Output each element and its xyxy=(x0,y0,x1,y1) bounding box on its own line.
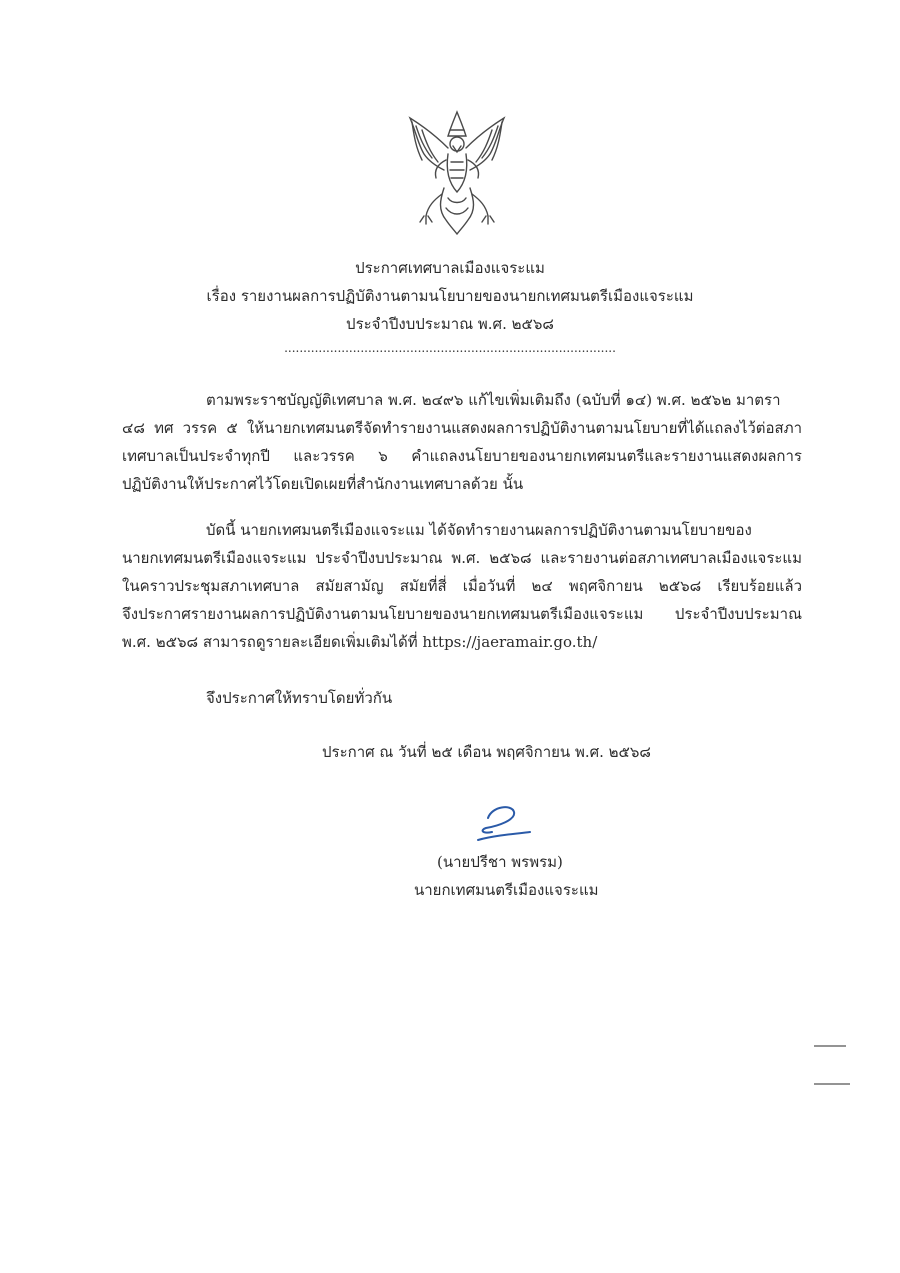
paragraph-1-line: ตามพระราชบัญญัติเทศบาล พ.ศ. ๒๔๙๖ แก้ไขเพิ่มเติมถึง (ฉบับที่ ๑๔) พ.ศ. ๒๕๖๒ มาตรา xyxy=(206,391,781,409)
fiscal-year-line: ประจำปีงบประมาณ พ.ศ. ๒๕๖๘ xyxy=(346,315,554,333)
paragraph-2-line: บัดนี้ นายกเทศมนตรีเมืองแจระแม ได้จัดทำรายงานผลการปฏิบัติงานตามนโยบายของ xyxy=(206,521,752,539)
separator-dots: ....................................................................................... xyxy=(284,341,616,355)
paragraph-1-line: ๔๘ ทศ วรรค ๕ ให้นายกเทศมนตรีจัดทำรายงานแสดงผลการปฏิบัติงานตามนโยบายที่ได้แถลงไว้ต่อสภา xyxy=(122,419,802,437)
paragraph-2-line: นายกเทศมนตรีเมืองแจระแม ประจำปีงบประมาณ พ.ศ. ๒๕๖๘ และรายงานต่อสภาเทศบาลเมืองแจระแม xyxy=(122,549,802,567)
signatory-name: (นายปรีชา พรพรม) xyxy=(437,853,563,871)
scan-marks-icon xyxy=(812,1040,852,1090)
announcement-issuer: ประกาศเทศบาลเมืองแจระแม xyxy=(355,259,545,277)
signature-icon xyxy=(468,800,538,848)
paragraph-2-line: ในคราวประชุมสภาเทศบาล สมัยสามัญ สมัยที่สี่ เมื่อวันที่ ๒๔ พฤศจิกายน ๒๕๖๘ เรียบร้อยแล้ว xyxy=(122,577,802,595)
garuda-emblem-icon xyxy=(398,108,516,240)
announcement-subject: เรื่อง รายงานผลการปฏิบัติงานตามนโยบายของนายกเทศมนตรีเมืองแจระแม xyxy=(206,287,694,305)
paragraph-2-line: จึงประกาศรายงานผลการปฏิบัติงานตามนโยบายของนายกเทศมนตรีเมืองแจระแม ประจำปีงบประมาณ xyxy=(122,605,802,623)
announcement-date: ประกาศ ณ วันที่ ๒๕ เดือน พฤศจิกายน พ.ศ. ๒๕๖๘ xyxy=(322,743,651,761)
paragraph-2-line: พ.ศ. ๒๕๖๘ สามารถดูรายละเอียดเพิ่มเติมได้ที่ https://jaeramair.go.th/ xyxy=(122,633,598,651)
paragraph-1-line: ปฏิบัติงานให้ประกาศไว้โดยเปิดเผยที่สำนักงานเทศบาลด้วย นั้น xyxy=(122,475,524,493)
paragraph-1-line: เทศบาลเป็นประจำทุกปี และวรรค ๖ คำแถลงนโยบายของนายกเทศมนตรีและรายงานแสดงผลการ xyxy=(122,447,802,465)
paragraph-1 xyxy=(122,390,802,510)
signatory-position: นายกเทศมนตรีเมืองแจระแม xyxy=(414,881,599,899)
paragraph-2 xyxy=(122,520,802,670)
closing-statement: จึงประกาศให้ทราบโดยทั่วกัน xyxy=(206,689,393,707)
